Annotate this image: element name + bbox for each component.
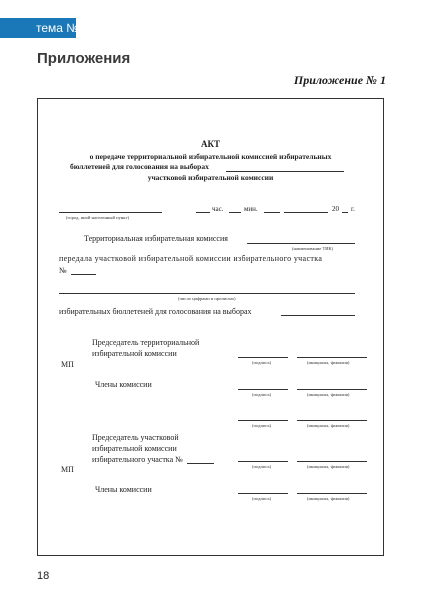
- topic-tab: тема №6.1: [0, 18, 76, 38]
- count-caption: (число цифрами и прописью): [178, 296, 236, 301]
- chair-tik-line1: Председатель территориальной: [92, 338, 200, 347]
- ballots-line: избирательных бюллетеней для голосования на выборах: [59, 307, 252, 316]
- hours-label: час.: [212, 205, 224, 213]
- sig-caption-3: (подпись): [252, 423, 272, 428]
- tik-caption: (наименование ТИК): [292, 246, 334, 251]
- act-subtitle-3: участковой избирательной комиссии: [147, 173, 274, 182]
- chair-tik-line2: избирательной комиссии: [92, 349, 177, 358]
- uik-number-line: [71, 274, 96, 275]
- member-1-sign-line: [238, 389, 288, 390]
- members-label-1: Члены комиссии: [95, 380, 152, 389]
- members-label-2: Члены комиссии: [95, 485, 152, 494]
- chair-uik-line3: избирательного участка №: [92, 455, 183, 464]
- member-3-name-line: [297, 493, 367, 494]
- elections-line-2: [281, 315, 355, 316]
- year-line: [342, 212, 348, 213]
- tik-name-line: [247, 243, 355, 244]
- name-caption-4: (инициалы, фамилия): [307, 464, 350, 469]
- hours-line: [196, 212, 210, 213]
- name-caption-1: (инициалы, фамилия): [307, 360, 350, 365]
- chair-uik-sign-line: [238, 461, 288, 462]
- uik-number-line-2: [187, 463, 214, 464]
- member-2-name-line: [297, 420, 367, 421]
- stamp-mark-2: МП: [61, 465, 74, 474]
- page-number: 18: [37, 570, 50, 582]
- name-caption-3: (инициалы, фамилия): [307, 423, 350, 428]
- minutes-line: [229, 212, 241, 213]
- chair-tik-name-line: [297, 357, 367, 358]
- chair-tik-sign-line: [238, 357, 288, 358]
- sig-caption-5: (подпись): [252, 496, 272, 501]
- member-3-sign-line: [238, 493, 288, 494]
- sig-caption-4: (подпись): [252, 464, 272, 469]
- stamp-mark-1: МП: [61, 360, 74, 369]
- act-title: АКТ: [200, 139, 221, 149]
- act-subtitle-1: о передаче территориальной избирательной комиссией избирательных: [89, 152, 332, 161]
- name-caption-5: (инициалы, фамилия): [307, 496, 350, 501]
- minutes-label: мин.: [244, 205, 258, 213]
- elections-name-line: [226, 171, 344, 172]
- name-caption-2: (инициалы, фамилия): [307, 392, 350, 397]
- chair-uik-line2: избирательной комиссии: [92, 444, 177, 453]
- transfer-line: передала участковой избирательной комиссии избирательного участка: [59, 254, 323, 263]
- sig-caption-2: (подпись): [252, 392, 272, 397]
- section-title: Приложения: [37, 50, 131, 67]
- place-line: [59, 212, 162, 213]
- number-prefix: №: [59, 266, 67, 275]
- member-1-name-line: [297, 389, 367, 390]
- day-line: [264, 212, 280, 213]
- tik-label: Территориальная избирательная комиссия: [84, 234, 228, 243]
- sig-caption-1: (подпись): [252, 360, 272, 365]
- year-suffix: г.: [351, 205, 355, 213]
- place-caption: (город, иной населенный пункт): [66, 215, 130, 220]
- month-line: [284, 212, 328, 213]
- member-2-sign-line: [238, 420, 288, 421]
- ballot-count-line: [59, 293, 355, 294]
- chair-uik-name-line: [297, 461, 367, 462]
- act-subtitle-2: бюллетеней для голосования на выборах: [70, 162, 209, 171]
- document-frame: [37, 98, 384, 556]
- chair-uik-line1: Председатель участковой: [92, 433, 179, 442]
- year-prefix: 20: [332, 205, 339, 213]
- appendix-label: Приложение № 1: [293, 73, 386, 87]
